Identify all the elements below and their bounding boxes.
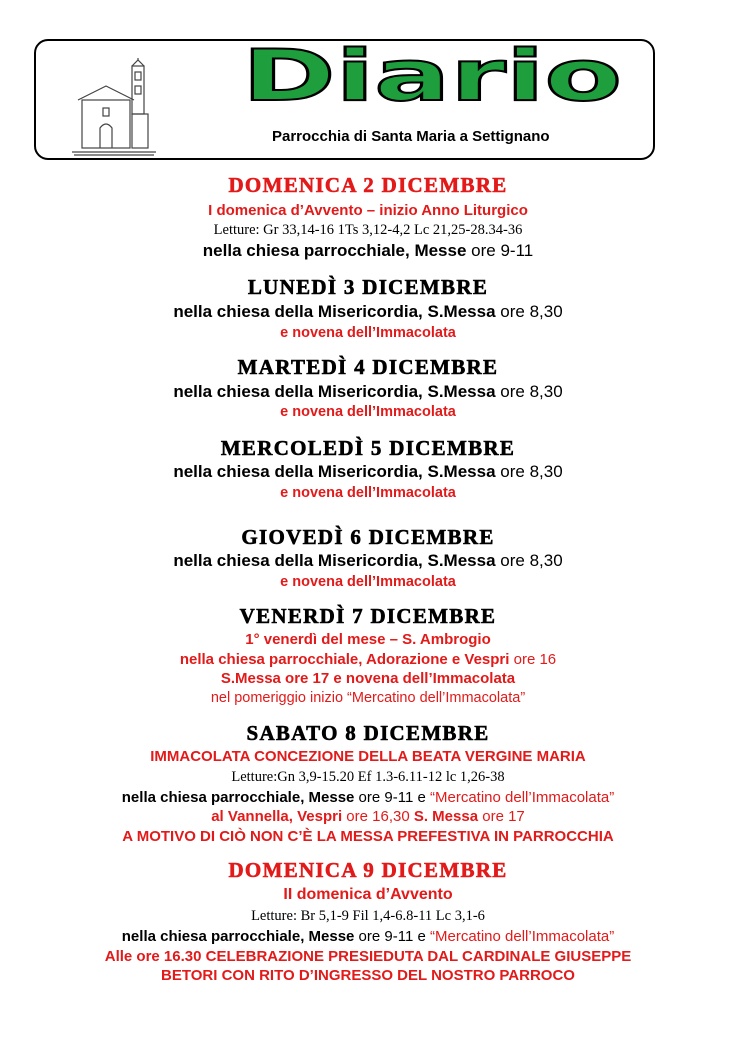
day-title-mer5: MERCOLEDÌ 5 DICEMBRE [220, 436, 516, 460]
dom9-line3: nella chiesa parrocchiale, Messe ore 9-11 e “Mercatino dell’Immacolata” [121, 928, 615, 945]
mass-dom2: nella chiesa parrocchiale, Messe ore 9-11 [202, 241, 534, 260]
svg-text:Diario: Diario [242, 40, 622, 112]
dom9-line4: Alle ore 16.30 CELEBRAZIONE PRESIEDUTA DAL CARDINALE GIUSEPPE [104, 948, 632, 965]
novena-gio6: e novena dell’Immacolata [280, 574, 456, 590]
mass-lun3: nella chiesa della Misericordia, S.Messa ore 8,30 [173, 302, 563, 321]
sab8-line1: IMMACOLATA CONCEZIONE DELLA BEATA VERGINE MARIA [150, 748, 586, 765]
day-title-gio6: GIOVEDÌ 6 DICEMBRE [241, 525, 495, 549]
day-title-dom2: DOMENICA 2 DICEMBRE [228, 173, 508, 197]
sab8-line3: nella chiesa parrocchiale, Messe ore 9-11 e “Mercatino dell’Immacolata” [121, 789, 615, 806]
day-title-lun3: LUNEDÌ 3 DICEMBRE [247, 275, 489, 299]
novena-mer5: e novena dell’Immacolata [280, 485, 456, 501]
sab8-line5: A MOTIVO DI CIÒ NON C’È LA MESSA PREFESTIVA IN PARROCCHIA [122, 828, 614, 845]
mass-mer5: nella chiesa della Misericordia, S.Messa ore 8,30 [173, 462, 563, 481]
sab8-line4: al Vannella, Vespri ore 16,30 S. Messa ore 17 [211, 808, 525, 825]
ven7-line3: S.Messa ore 17 e novena dell’Immacolata [220, 670, 516, 687]
diario-title-logo [237, 40, 627, 112]
day-title-mar4: MARTEDÌ 4 DICEMBRE [237, 355, 499, 379]
novena-mar4: e novena dell’Immacolata [280, 404, 456, 420]
ven7-line2: nella chiesa parrocchiale, Adorazione e Vespri ore 16 [179, 651, 557, 668]
ven7-line4: nel pomeriggio inizio “Mercatino dell’Immacolata” [210, 690, 526, 706]
dom9-line5: BETORI CON RITO D’INGRESSO DEL NOSTRO PARROCO [161, 967, 575, 984]
readings-dom2: Letture: Gr 33,14-16 1Ts 3,12-4,2 Lc 21,25-28.34-36 [213, 222, 523, 238]
novena-lun3: e novena dell’Immacolata [280, 325, 456, 341]
day-sub-dom2: I domenica d’Avvento – inizio Anno Liturgico [208, 202, 528, 219]
parish-subtitle: Parrocchia di Santa Maria a Settignano [272, 128, 550, 145]
readings-sab8: Letture:Gn 3,9-15.20 Ef 1.3-6.11-12 lc 1,26-38 [231, 769, 505, 785]
day-title-dom9: DOMENICA 9 DICEMBRE [228, 858, 508, 882]
ven7-line1: 1° venerdì del mese – S. Ambrogio [245, 631, 491, 648]
day-title-ven7: VENERDÌ 7 DICEMBRE [239, 604, 497, 628]
church-icon [70, 58, 160, 158]
readings-dom9: Letture: Br 5,1-9 Fil 1,4-6.8-11 Lc 3,1-6 [251, 908, 485, 924]
mass-gio6: nella chiesa della Misericordia, S.Messa ore 8,30 [173, 551, 563, 570]
day-sub-dom9: II domenica d’Avvento [283, 886, 453, 903]
mass-mar4: nella chiesa della Misericordia, S.Messa ore 8,30 [173, 382, 563, 401]
day-title-sab8: SABATO 8 DICEMBRE [246, 721, 490, 745]
